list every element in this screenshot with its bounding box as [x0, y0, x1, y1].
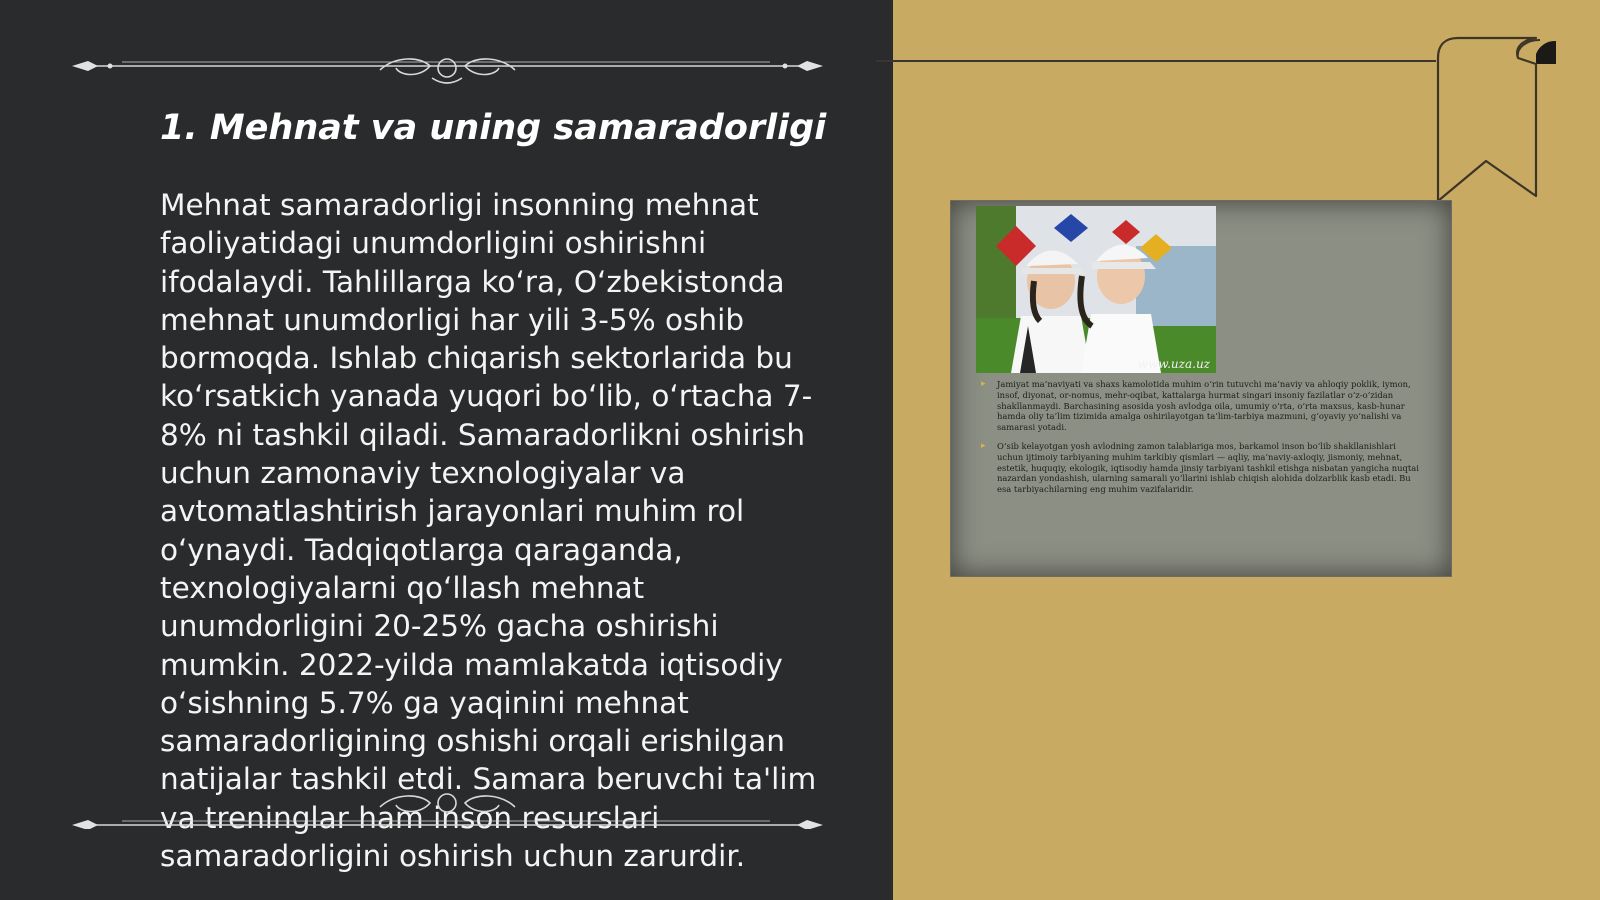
- top-ornament-divider: [70, 46, 825, 86]
- thumbnail-bullet-text: O‘sib kelayotgan yosh avlodning zamon talablariga mos, barkamol inson bo‘lib shakllanishlari uchun ijtimoiy tarbiyaning muhim tarkibiy qismlari — aqliy, ma’naviy-axloqiy, jismoniy, mehnat, estetik, huquqiy, ekologik, iqtisodiy hamda jinsiy tarbiyani tashkil etishga nisbatan yangicha nuqtai nazardan yondashish, ularning samarali yo‘llarini ishlab chiqish alohida dolzarblik kasb etadi. Bu esa tarbiyachilarning eng muhim vazifalaridir.: [997, 440, 1419, 495]
- bottom-ornament-divider: [70, 789, 825, 829]
- bullet-icon: ▸: [981, 379, 986, 389]
- slide-title: 1. Mehnat va uning samaradorligi: [160, 108, 827, 148]
- slide-thumbnail: [950, 200, 1452, 577]
- thumbnail-bullet-list: [981, 379, 1421, 503]
- bullet-icon: ▸: [981, 440, 986, 451]
- top-rule-line: [876, 60, 1436, 62]
- slide-body-text: Mehnat samaradorligi insonning mehnat faoliyatidagi unumdorligini oshirishni ifodalaydi. Tahlillarga ko‘ra, O‘zbekistonda mehnat unumdorligi har yili 3-5% oshib bormoqda. Ishlab chiqarish sektorlarida bu ko‘rsatkich yanada yuqori bo‘lib, o‘rtacha 7-8% ni tashkil qiladi. Samaradorlikni oshirish uchun zamonaviy texnologiyalar va avtomatlashtirish jarayonlari muhim rol o‘ynaydi. Tadqiqotlarga qaraganda, texnologiyalarni qo‘llash mehnat unumdorligini 20-25% gacha oshirishi mumkin. 2022-yilda mamlakatda iqtisodiy o‘sishning 5.7% ga yaqinini mehnat samaradorligining oshishi orqali erishilgan natijalar tashkil etdi. Samara beruvchi ta'lim va treninglar ham inson resurslari samaradorligini oshirish uchun zarurdir.: [160, 188, 817, 874]
- bookmark-ribbon: [1436, 36, 1556, 201]
- thumbnail-bullet-item: [981, 379, 1421, 433]
- thumbnail-bullet-item: [981, 441, 1421, 495]
- photo-watermark: www.uza.uz: [1137, 357, 1210, 371]
- thumbnail-bullet-text: Jamiyat ma’naviyati va shaxs kamolotida muhim o‘rin tutuvchi ma’naviy va ahloqiy poklik, iymon, insof, diyonat, or-nomus, mehr-oqibat, kattalarga hurmat singari insoniy fazilatlar o‘z-o‘zidan shakllanmaydi. Barchasining asosida yosh avlodga oila, umumiy o‘rta, o‘rta maxsus, kasb-hunar hamda oliy ta’lim tizimida amalga oshirilayotgan ta’lim-tarbiya mazmuni, g‘oyaviy yo‘nalishi va samarasi yotadi.: [997, 379, 1411, 433]
- students-photo: [976, 206, 1216, 373]
- students-photo-illustration: [976, 206, 1216, 373]
